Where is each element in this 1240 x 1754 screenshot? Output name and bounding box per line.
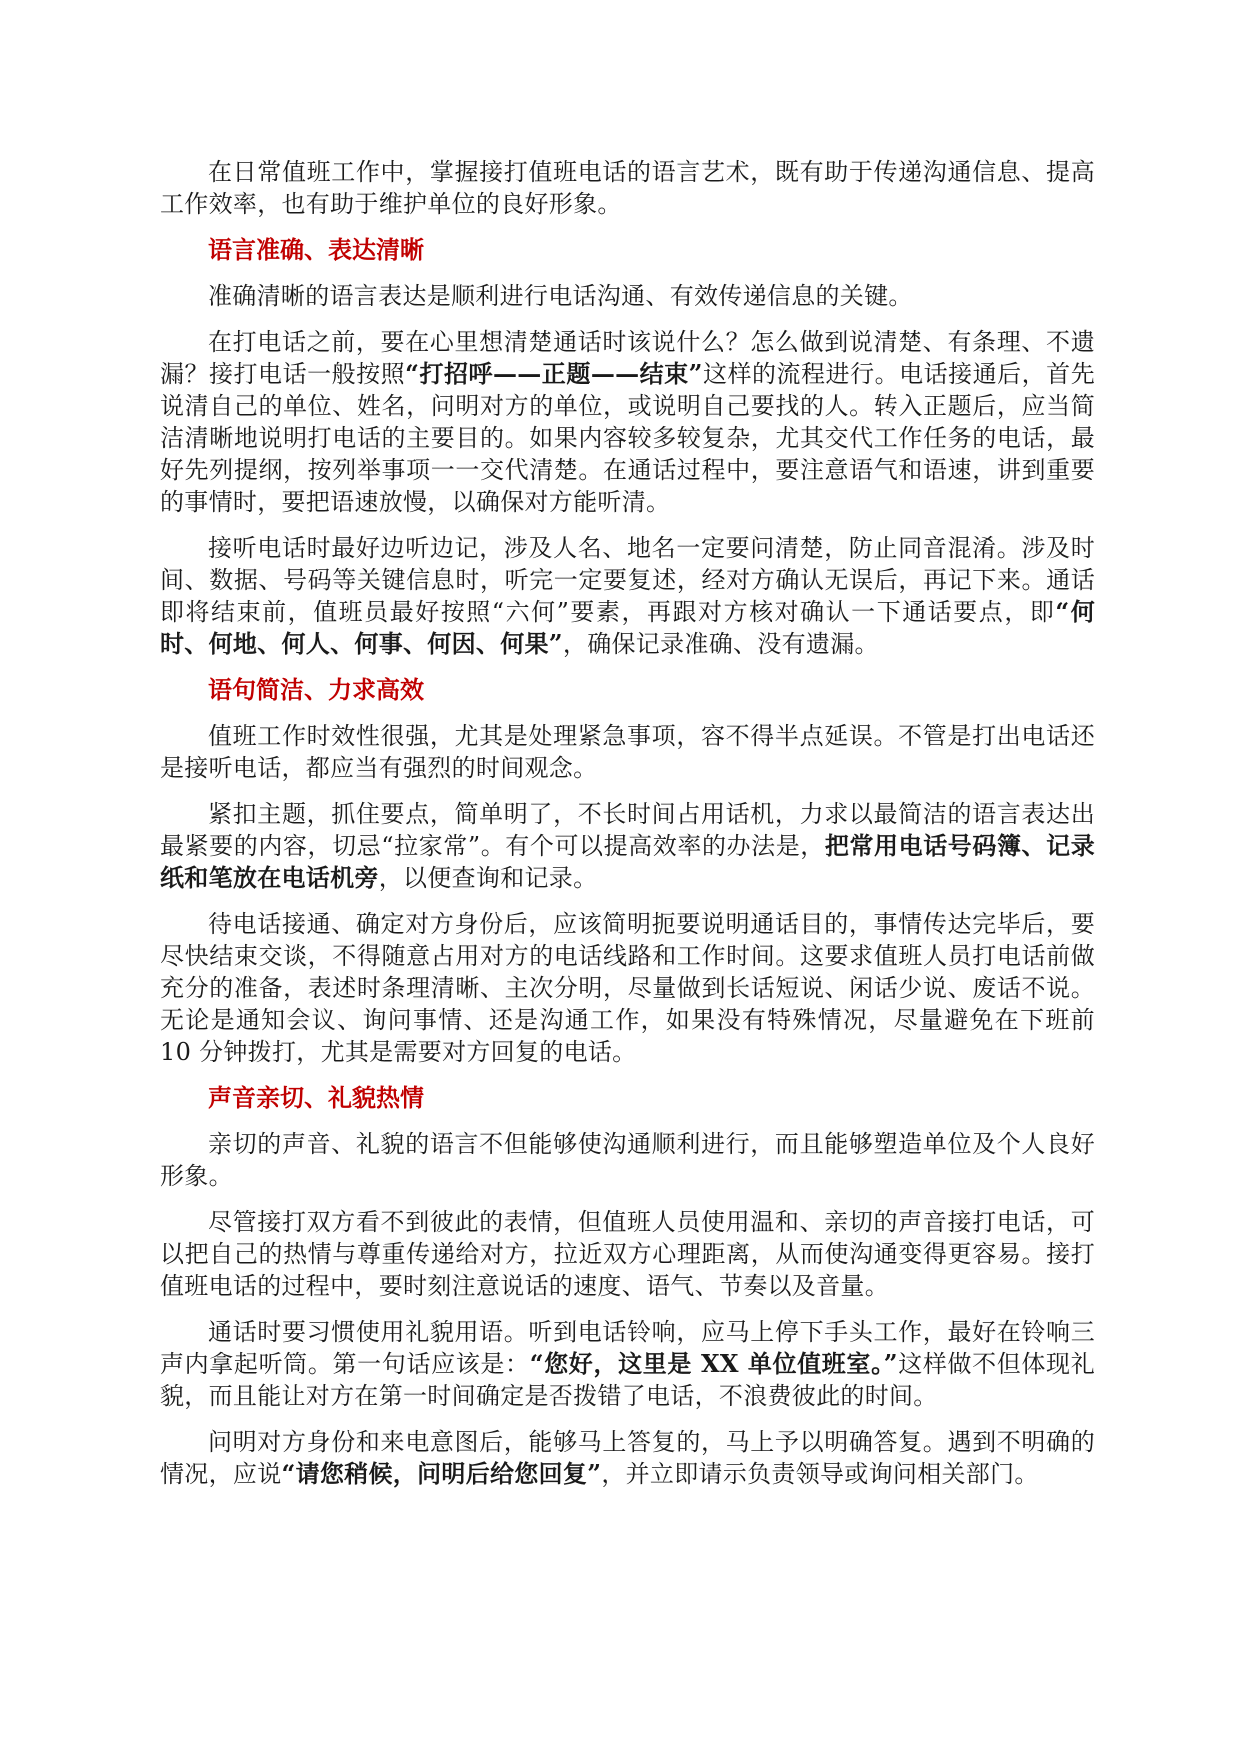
body-paragraph	[160, 798, 1095, 894]
paragraph-text: 值班工作时效性很强，尤其是处理紧急事项，容不得半点延误。不管是打出电话还是接听电话，都应当有强烈的时间观念。	[160, 722, 1095, 782]
body-paragraph	[160, 1128, 1095, 1192]
body-paragraph	[160, 908, 1095, 1068]
paragraph-text: ，确保记录准确、没有遗漏。	[562, 630, 879, 658]
emphasis-text: 把常用电话号码簿、记录纸和笔放在电话机旁	[160, 831, 1095, 892]
body-paragraph	[160, 280, 1095, 312]
paragraph-text: 声音亲切、礼貌热情	[208, 1084, 424, 1112]
emphasis-text: “请您稍候，问明后给您回复”	[281, 1459, 602, 1488]
section-heading	[160, 234, 1095, 266]
paragraph-text: 在日常值班工作中，掌握接打值班电话的语言艺术，既有助于传递沟通信息、提高工作效率，也有助于维护单位的良好形象。	[160, 158, 1095, 218]
paragraph-text: 尽管接打双方看不到彼此的表情，但值班人员使用温和、亲切的声音接打电话，可以把自己的热情与尊重传递给对方，拉近双方心理距离，从而使沟通变得更容易。接打值班电话的过程中，要时刻注意说话的速度、语气、节奏以及音量。	[160, 1208, 1095, 1300]
section-heading	[160, 674, 1095, 706]
body-paragraph	[160, 1316, 1095, 1412]
paragraph-text: 在打电话之前，要在心里想清楚通话时该说什么？怎么做到说清楚、有条理、不遗漏？接打电话一般按照	[160, 328, 1095, 388]
paragraph-text: 通话时要习惯使用礼貌用语。听到电话铃响，应马上停下手头工作，最好在铃响三声内拿起听筒。第一句话应该是：	[160, 1318, 1095, 1378]
section-heading	[160, 1082, 1095, 1114]
paragraph-text: 这样的流程进行。电话接通后，首先说清自己的单位、姓名，问明对方的单位，或说明自己要找的人。转入正题后，应当简洁清晰地说明打电话的主要目的。如果内容较多较复杂，尤其交代工作任务的电话，最好先列提纲，按列举事项一一交代清楚。在通话过程中，要注意语气和语速，讲到重要的事情时，要把语速放慢，以确保对方能听清。	[160, 360, 1095, 516]
body-paragraph	[160, 720, 1095, 784]
paragraph-text: ，以便查询和记录。	[378, 864, 598, 892]
body-paragraph	[160, 532, 1095, 660]
paragraph-text: 接听电话时最好边听边记，涉及人名、地名一定要问清楚，防止同音混淆。涉及时间、数据、号码等关键信息时，听完一定要复述，经对方确认无误后，再记下来。通话即将结束前，值班员最好按照“六何”要素，再跟对方核对确认一下通话要点，即	[160, 534, 1095, 626]
paragraph-text: 语言准确、表达清晰	[208, 236, 424, 264]
paragraph-text: ，并立即请示负责领导或询问相关部门。	[601, 1460, 1039, 1488]
paragraph-text: 待电话接通、确定对方身份后，应该简明扼要说明通话目的，事情传达完毕后，要尽快结束交谈，不得随意占用对方的电话线路和工作时间。这要求值班人员打电话前做充分的准备，表述时条理清晰、主次分明，尽量做到长话短说、闲话少说、废话不说。无论是通知会议、询问事情、还是沟通工作，如果没有特殊情况，尽量避免在下班前 10 分钟拨打，尤其是需要对方回复的电话。	[160, 910, 1095, 1066]
paragraph-text: 这样做不但体现礼貌，而且能让对方在第一时间确定是否拨错了电话，不浪费彼此的时间。	[160, 1350, 1096, 1410]
body-paragraph	[160, 1426, 1095, 1490]
paragraph-text: 紧扣主题，抓住要点，简单明了，不长时间占用话机，力求以最简洁的语言表达出最紧要的内容，切忌“拉家常”。有个可以提高效率的办法是，	[160, 800, 1095, 860]
emphasis-text: “何时、何地、何人、何事、何因、何果”	[160, 597, 1096, 658]
paragraph-text: 准确清晰的语言表达是顺利进行电话沟通、有效传递信息的关键。	[208, 282, 913, 310]
body-paragraph	[160, 1206, 1095, 1302]
body-paragraph	[160, 326, 1095, 518]
emphasis-text: “打招呼——正题——结束”	[405, 359, 703, 388]
emphasis-text: “您好，这里是 XX 单位值班室。”	[529, 1349, 898, 1378]
paragraph-text: 亲切的声音、礼貌的语言不但能够使沟通顺利进行，而且能够塑造单位及个人良好形象。	[160, 1130, 1095, 1190]
paragraph-text: 问明对方身份和来电意图后，能够马上答复的，马上予以明确答复。遇到不明确的情况，应说	[160, 1428, 1095, 1488]
body-paragraph	[160, 156, 1095, 220]
paragraph-text: 语句简洁、力求高效	[208, 676, 424, 704]
